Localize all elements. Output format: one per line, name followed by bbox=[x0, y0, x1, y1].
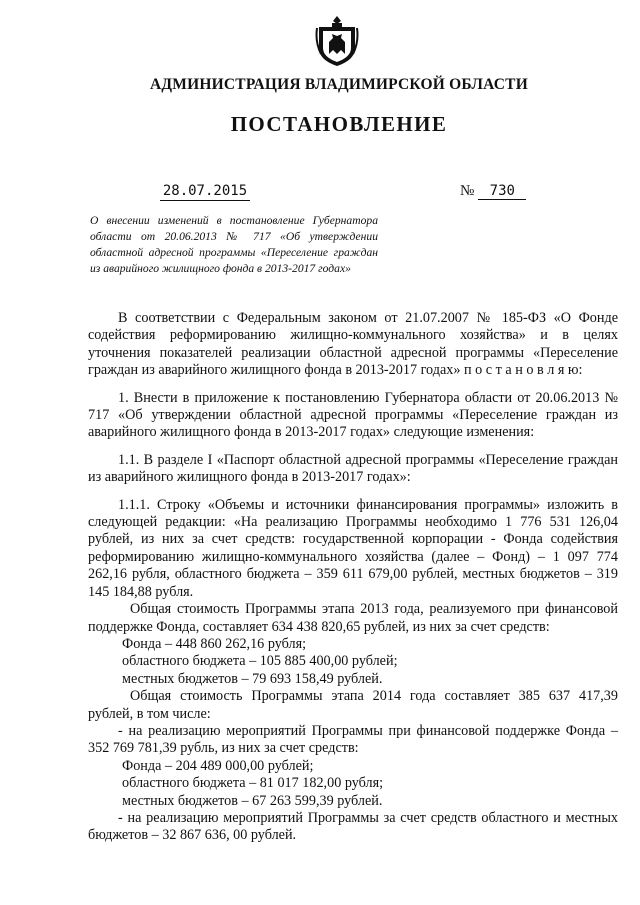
paragraph-2014: Общая стоимость Программы этапа 2014 года составляет 385 637 417,39 рублей, в том числе: bbox=[88, 688, 618, 722]
paragraph-2014-fund: - на реализацию мероприятий Программы при финансовой поддержке Фонда – 352 769 781,39 рубль, из них за счет средств: bbox=[88, 722, 618, 757]
number-value: 730 bbox=[478, 183, 526, 200]
list-item: Фонда – 204 489 000,00 рублей; bbox=[122, 757, 314, 774]
coat-of-arms-icon bbox=[315, 14, 359, 68]
organization-title: АДМИНИСТРАЦИЯ ВЛАДИМИРСКОЙ ОБЛАСТИ bbox=[150, 76, 528, 93]
document-subject: О внесении изменений в постановление Губернатора области от 20.06.2013 № 717 «Об утверждении областной адресной программы «Переселение граждан из аварийного жилищного фонда в 2013-2017 годах» bbox=[90, 214, 378, 275]
paragraph-2014-budget: - на реализацию мероприятий Программы за счет средств областного и местных бюджетов – 32 867 636, 00 рублей. bbox=[88, 809, 618, 844]
document-body bbox=[88, 310, 618, 845]
list-item: областного бюджета – 81 017 182,00 рубля; bbox=[122, 775, 384, 792]
list-item: местных бюджетов – 67 263 599,39 рублей. bbox=[122, 792, 383, 809]
list-item: местных бюджетов – 79 693 158,49 рублей. bbox=[122, 670, 383, 687]
preamble-paragraph: В соответствии с Федеральным законом от 21.07.2007 № 185-ФЗ «О Фонде содействия реформированию жилищно-коммунального хозяйства» и в целях уточнения показателей реализации областной адресной программы «Переселение граждан из аварийного жилищного фонда в 2013-2017 годах» п о с т а н о в л я ю: bbox=[88, 310, 618, 379]
number-label: № bbox=[460, 183, 475, 199]
paragraph-1-1: 1.1. В разделе I «Паспорт областной адресной программы «Переселение граждан из аварийного жилищного фонда в 2013-2017 годах»: bbox=[88, 451, 618, 486]
list-item: областного бюджета – 105 885 400,00 рублей; bbox=[122, 653, 398, 670]
document-date: 28.07.2015 bbox=[160, 183, 250, 201]
list-item: Фонда – 448 860 262,16 рубля; bbox=[122, 635, 307, 652]
document-number bbox=[460, 183, 526, 200]
document-type: ПОСТАНОВЛЕНИЕ bbox=[230, 112, 448, 136]
paragraph-1-1-1: 1.1.1. Строку «Объемы и источники финансирования программы» изложить в следующей редакции: «На реализацию Программы необходимо 1 776 531 126,04 рублей, из них за счет средств: государственной корпорации - Фонда содействия реформированию жилищно-коммунального хозяйства (далее – Фонд) – 1 097 774 262,16 рубля, областного бюджета – 359 611 679,00 рублей, местных бюджетов – 319 145 184,88 рубля. bbox=[88, 496, 618, 600]
paragraph-1: 1. Внести в приложение к постановлению Губернатора области от 20.06.2013 № 717 «Об утверждении областной адресной программы «Переселение граждан из аварийного жилищного фонда в 2013-2017 годах» следующие изменения: bbox=[88, 389, 618, 441]
paragraph-2013: Общая стоимость Программы этапа 2013 года, реализуемого при финансовой поддержке Фонда, составляет 634 438 820,65 рублей, из них за счет средств: bbox=[88, 601, 618, 635]
